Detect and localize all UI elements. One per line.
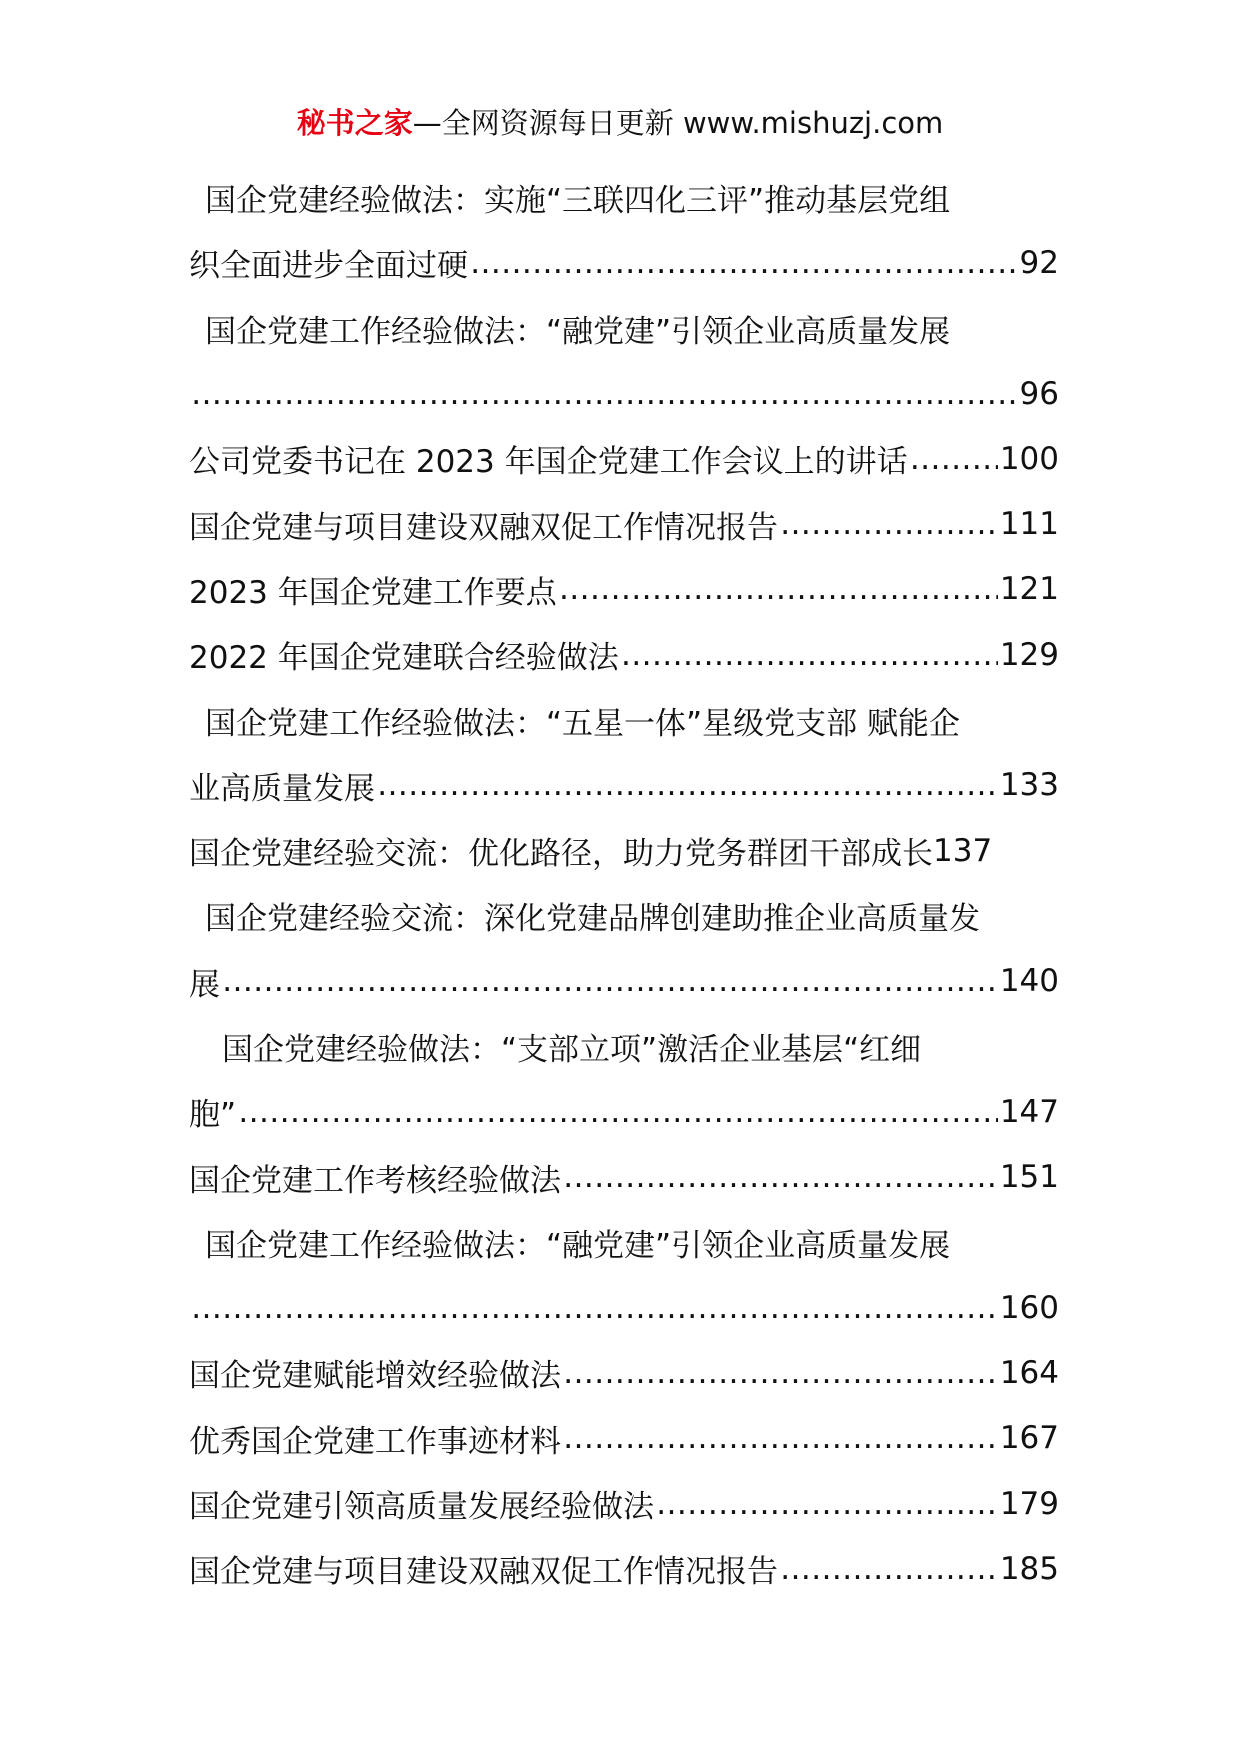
leader-dots [559, 571, 998, 607]
toc-entry-2-line2[interactable] [189, 361, 1059, 426]
page-number: 164 [999, 1354, 1059, 1391]
toc-entry-8[interactable]: 国企党建经验交流：优化路径，助力党务群团干部成长 137 [189, 832, 993, 873]
toc-entry-1-line2[interactable]: 织全面进步全面过硬 …………………………………………………………………………………………………………………………………………………………………………………… 92 [189, 230, 1059, 295]
toc-entry-6[interactable]: 2022 年国企党建联合经验做法 …………………………………………………………………………………………………………………………………………………………………………………… 129 [189, 622, 1059, 687]
leader-dots [780, 1551, 998, 1587]
page-number: 121 [999, 571, 1059, 608]
leader-dots [470, 245, 1018, 281]
page-number: 111 [999, 506, 1059, 543]
leader-dots [377, 767, 998, 803]
leader-dots [191, 376, 1018, 412]
toc-entry-7-line2[interactable]: 业高质量发展 …………………………………………………………………………………………………………………………………………………………………………………… 133 [189, 753, 1059, 818]
leader-dots [910, 441, 998, 477]
toc-entry-9-line1[interactable]: 国企党建经验交流：深化党建品牌创建助推企业高质量发 [205, 901, 980, 938]
toc-entry-15[interactable]: 国企党建引领高质量发展经验做法 …………………………………………………………………………………………………………………………………………………………………………………… 179 [189, 1471, 1059, 1536]
toc-entry-10-line2[interactable]: 胞” …………………………………………………………………………………………………………………………………………………………………………………… 147 [189, 1079, 1059, 1144]
toc-entry-14[interactable]: 优秀国企党建工作事迹材料 …………………………………………………………………………………………………………………………………………………………………………………… 167 [189, 1406, 1059, 1471]
toc-entry-3[interactable]: 公司党委书记在 2023 年国企党建工作会议上的讲话 …………………………………………………………………………………………………………………………………………………………………………………… 100 [189, 426, 1059, 491]
leader-dots [238, 1094, 998, 1130]
toc-entry-9-line2[interactable]: 展 …………………………………………………………………………………………………………………………………………………………………………………… 140 [189, 949, 1059, 1014]
header-tagline: —全网资源每日更新 www.mishuzj.com [412, 106, 944, 140]
toc-entry-12-line2[interactable] [189, 1275, 1059, 1340]
leader-dots [656, 1486, 998, 1522]
page-number: 167 [999, 1420, 1059, 1457]
leader-dots [563, 1420, 998, 1456]
page-number: 96 [1019, 375, 1059, 412]
toc-entry-7-line1[interactable]: 国企党建工作经验做法：“五星一体”星级党支部 赋能企 [205, 705, 960, 742]
leader-dots [780, 506, 998, 542]
leader-dots [222, 963, 998, 999]
toc-entry-4[interactable]: 国企党建与项目建设双融双促工作情况报告 …………………………………………………………………………………………………………………………………………………………………………………… 111 [189, 491, 1059, 556]
leader-dots [621, 637, 998, 673]
toc-entry-13[interactable]: 国企党建赋能增效经验做法 …………………………………………………………………………………………………………………………………………………………………………………… 164 [189, 1340, 1059, 1405]
toc-entry-2-line1[interactable]: 国企党建工作经验做法：“融党建”引领企业高质量发展 [205, 313, 951, 350]
page-number: 147 [999, 1093, 1059, 1130]
page-number: 137 [933, 832, 993, 869]
page-number: 129 [999, 636, 1059, 673]
brand-name: 秘书之家 [296, 106, 413, 140]
page-number: 140 [999, 963, 1059, 1000]
page-number: 160 [999, 1289, 1059, 1326]
leader-dots [191, 1290, 998, 1326]
toc-entry-10-line1[interactable]: 国企党建经验做法：“支部立项”激活企业基层“红细 [222, 1032, 922, 1068]
leader-dots [563, 1355, 998, 1391]
toc-entry-1-line1[interactable]: 国企党建经验做法：实施“三联四化三评”推动基层党组 [205, 183, 951, 220]
toc-entry-11[interactable]: 国企党建工作考核经验做法 …………………………………………………………………………………………………………………………………………………………………………………… 151 [189, 1144, 1059, 1209]
toc-entry-5[interactable]: 2023 年国企党建工作要点 …………………………………………………………………………………………………………………………………………………………………………………… 121 [189, 557, 1059, 622]
table-of-contents [189, 165, 1059, 1602]
page-number: 92 [1019, 244, 1059, 281]
page-number: 185 [999, 1550, 1059, 1587]
toc-entry-12-line1[interactable]: 国企党建工作经验做法：“融党建”引领企业高质量发展 [205, 1227, 951, 1264]
page-number: 179 [999, 1485, 1059, 1522]
page-header [0, 103, 1240, 143]
toc-entry-16[interactable]: 国企党建与项目建设双融双促工作情况报告 …………………………………………………………………………………………………………………………………………………………………………………… 185 [189, 1536, 1059, 1601]
page-number: 133 [999, 767, 1059, 804]
page-number: 100 [999, 440, 1059, 477]
page-number: 151 [999, 1159, 1059, 1196]
leader-dots [563, 1159, 998, 1195]
